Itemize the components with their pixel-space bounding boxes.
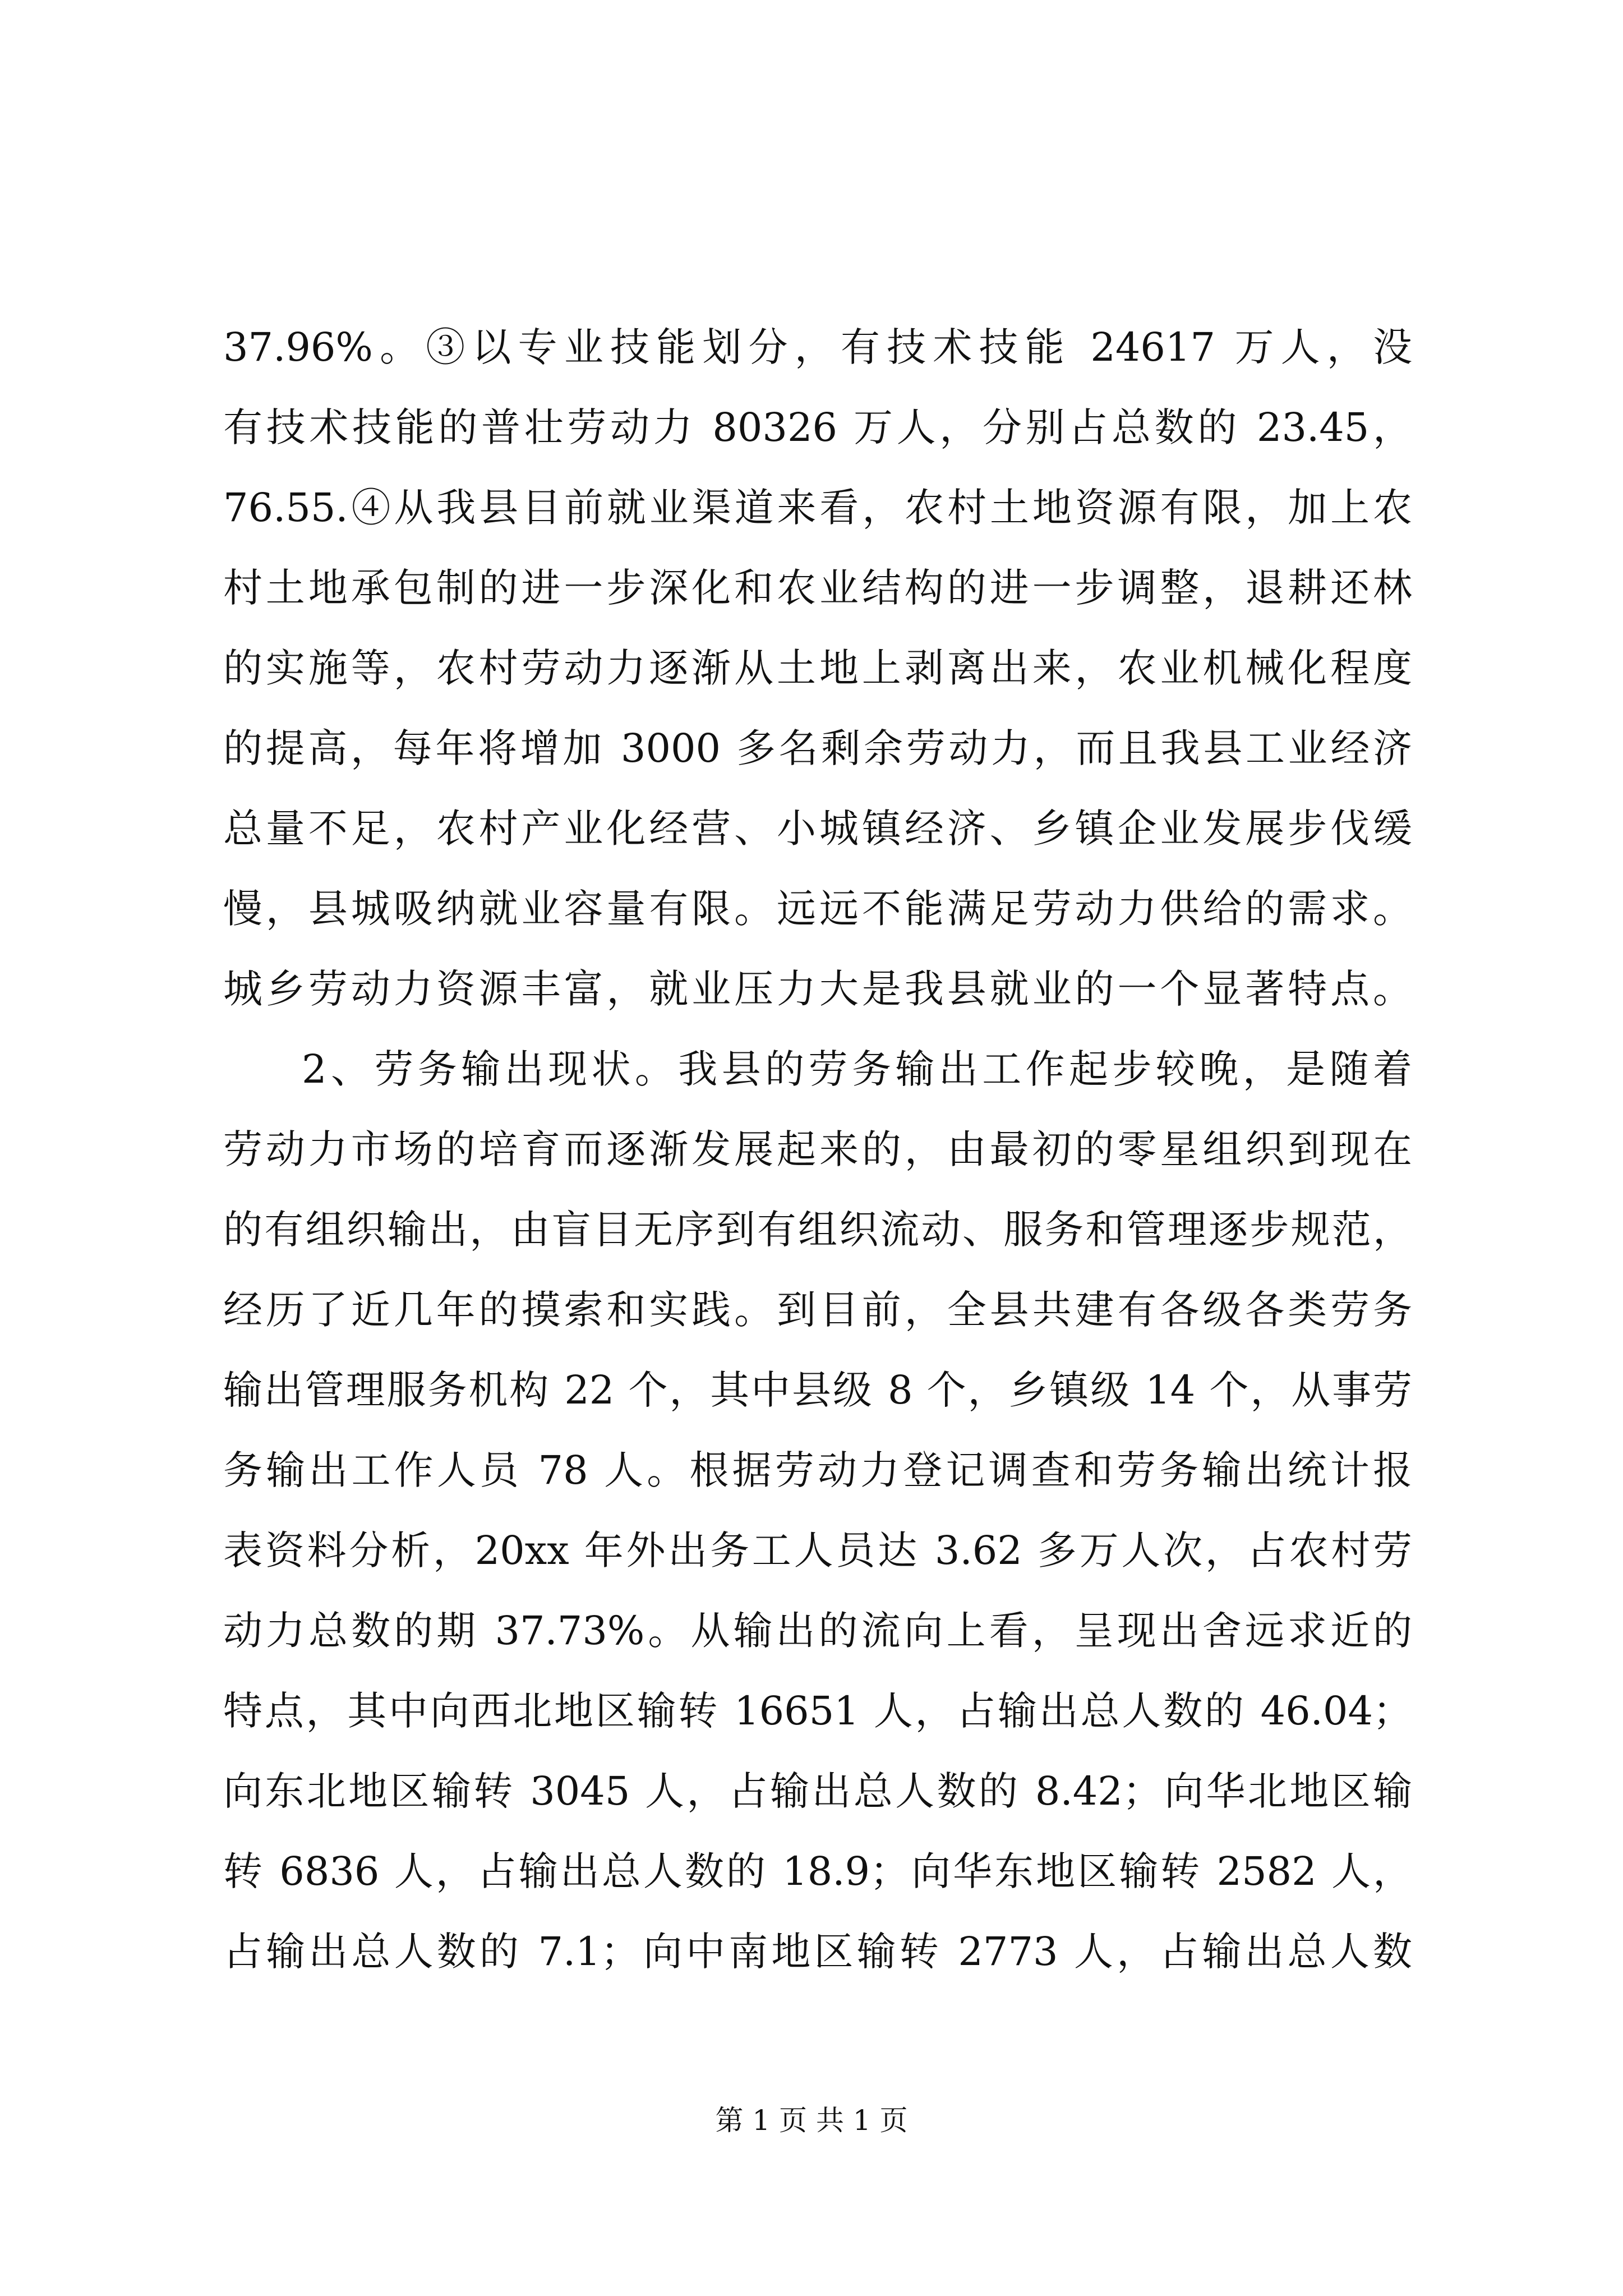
text-line: 的有组织输出，由盲目无序到有组织流动、服务和管理逐步规范， [223,1207,1412,1253]
text-line: 经历了近几年的摸索和实践。到目前，全县共建有各级各类劳务 [223,1287,1412,1333]
text-line: 占输出总人数的 7.1；向中南地区输转 2773 人，占输出总人数 [223,1929,1412,1975]
text-line: 慢，县城吸纳就业容量有限。远远不能满足劳动力供给的需求。 [223,886,1412,932]
text-line: 总量不足，农村产业化经营、小城镇经济、乡镇企业发展步伐缓 [223,806,1412,852]
text-line: 的提高，每年将增加 3000 多名剩余劳动力，而且我县工业经济 [223,725,1412,771]
text-line: 向东北地区输转 3045 人，占输出总人数的 8.42；向华北地区输 [223,1768,1412,1814]
text-line: 37.96%。③以专业技能划分，有技术技能 24617 万人，没 [223,324,1412,370]
text-line: 76.55.④从我县目前就业渠道来看，农村土地资源有限，加上农 [223,485,1412,531]
body-text [223,307,1412,1992]
text-line: 务输出工作人员 78 人。根据劳动力登记调查和劳务输出统计报 [223,1447,1412,1493]
text-line: 转 6836 人，占输出总人数的 18.9；向华东地区输转 2582 人， [223,1848,1412,1894]
text-line: 劳动力市场的培育而逐渐发展起来的，由最初的零星组织到现在 [223,1126,1412,1172]
text-line: 表资料分析，20xx 年外出务工人员达 3.62 多万人次，占农村劳 [223,1527,1412,1573]
text-line: 的实施等，农村劳动力逐渐从土地上剥离出来，农业机械化程度 [223,645,1412,691]
text-line: 村土地承包制的进一步深化和农业结构的进一步调整，退耕还林 [223,565,1412,611]
text-line: 输出管理服务机构 22 个，其中县级 8 个，乡镇级 14 个，从事劳 [223,1367,1412,1413]
page-footer: 第 1 页 共 1 页 [715,2104,908,2137]
text-line: 有技术技能的普壮劳动力 80326 万人，分别占总数的 23.45， [223,404,1412,450]
text-line: 动力总数的期 37.73%。从输出的流向上看，呈现出舍远求近的 [223,1608,1412,1654]
text-line: 城乡劳动力资源丰富，就业压力大是我县就业的一个显著特点。 [223,966,1412,1012]
paragraph-start-line: 2、劳务输出现状。我县的劳务输出工作起步较晚，是随着 [302,1046,1412,1092]
text-line: 特点，其中向西北地区输转 16651 人，占输出总人数的 46.04； [223,1688,1412,1734]
